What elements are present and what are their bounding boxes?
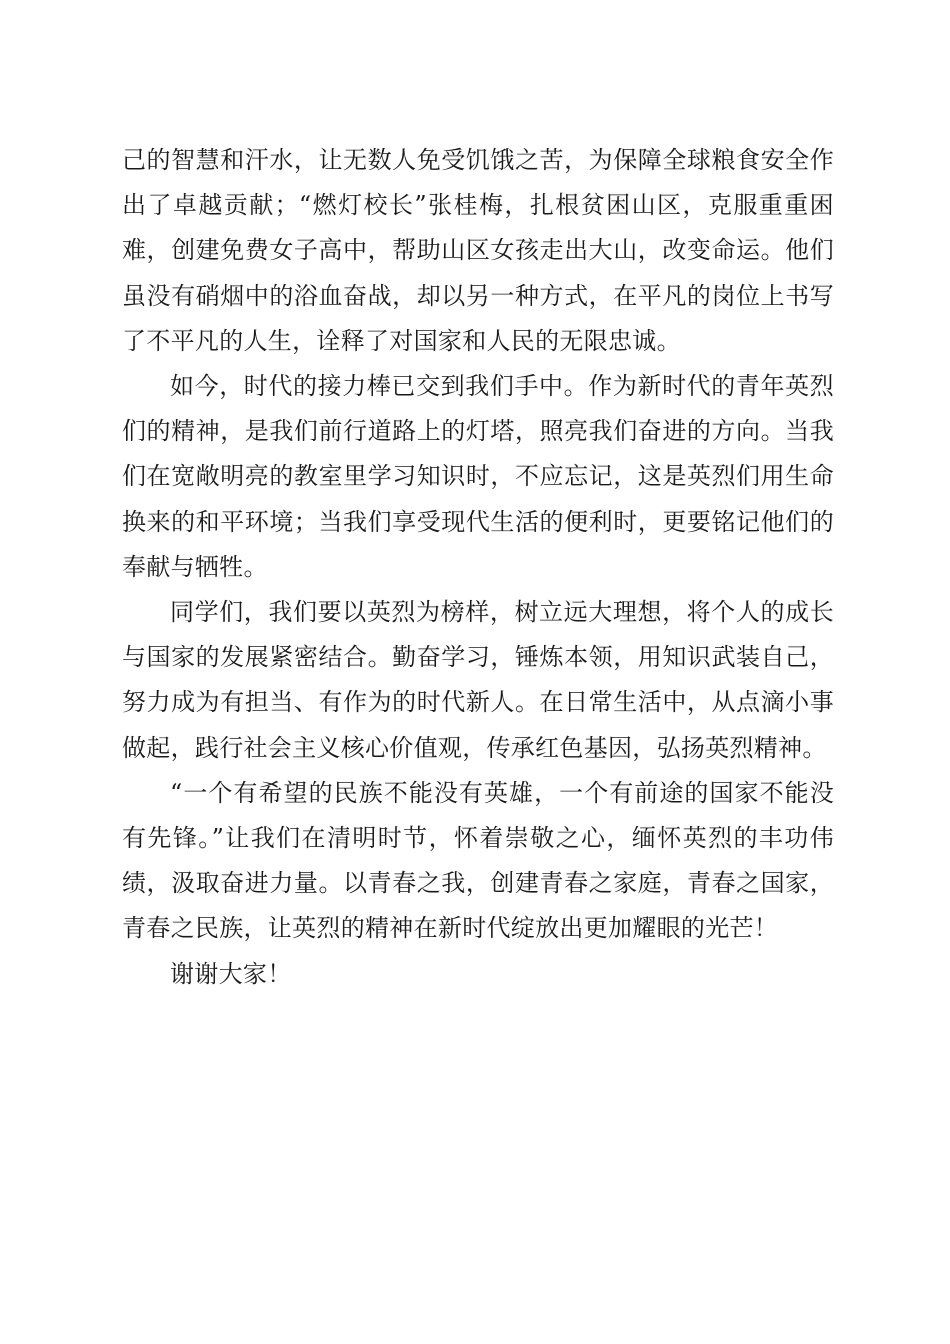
paragraph-continuation: 己的智慧和汗水，让无数人免受饥饿之苦，为保障全球粮食安全作出了卓越贡献；“燃灯校长”张桂梅，扎根贫困山区，克服重重困难，创建免费女子高中，帮助山区女孩走出大山，改变命运。他们虽没有硝烟中的浴血奋战，却以另一种方式，在平凡的岗位上书写了不平凡的人生，诠释了对国家和人民的无限忠诚。: [122, 146, 834, 355]
document-body: [122, 138, 834, 997]
closing-thanks: 谢谢大家！: [170, 959, 292, 988]
paragraph-classmates: 同学们，我们要以英烈为榜样，树立远大理想，将个人的成长与国家的发展紧密结合。勤奋学习，锤炼本领，用知识武装自己，努力成为有担当、有作为的时代新人。在日常生活中，从点滴小事做起，践行社会主义核心价值观，传承红色基因，弘扬英烈精神。: [122, 598, 834, 762]
paragraph-quote: “一个有希望的民族不能没有英雄，一个有前途的国家不能没有先锋。”让我们在清明时节，怀着崇敬之心，缅怀英烈的丰功伟绩，汲取奋进力量。以青春之我，创建青春之家庭，青春之国家，青春之民族，让英烈的精神在新时代绽放出更加耀眼的光芒！: [122, 778, 834, 943]
paragraph-relay-baton: 如今，时代的接力棒已交到我们手中。作为新时代的青年英烈们的精神，是我们前行道路上的灯塔，照亮我们奋进的方向。当我们在宽敞明亮的教室里学习知识时，不应忘记，这是英烈们用生命换来的和平环境；当我们享受现代生活的便利时，更要铭记他们的奉献与牺牲。: [122, 372, 834, 581]
